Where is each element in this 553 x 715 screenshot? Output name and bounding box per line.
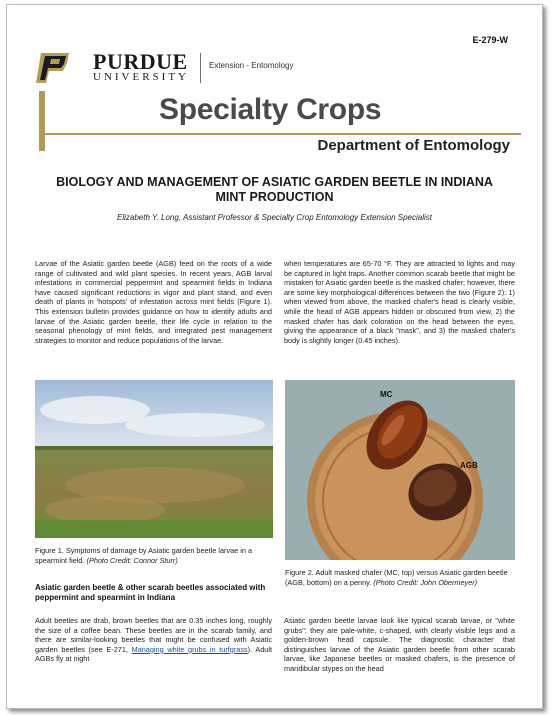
- section-subheading: Asiatic garden beetle & other scarab beetles associated with peppermint and spearmint in Indiana: [35, 583, 266, 602]
- title-rule: [39, 133, 521, 135]
- larvae-paragraph: Asiatic garden beetle larvae look like typical scarab larvae, or "white grubs"; they are pale-white, c-shaped, with clearly visible legs and a golden-brown head capsule. The diagnostic character that distinguishes larvae of the Asiatic garden beetle from other scarab larvae, like Japanese beetles or masked chafers, is the presence of mandibular stypes on the head: [284, 616, 515, 673]
- grubs-turfgrass-link[interactable]: Managing white grubs in turfgrass: [131, 644, 248, 654]
- author-line: Elizabeth Y. Long, Assistant Professor & Specialty Crop Entomology Extension Specialist: [117, 213, 432, 222]
- adult-paragraph-text: Adult beetles are drab, brown beetles that are 0.35 inches long, roughly the size of a coffee bean. These beetles are in the scarab family, and there are similar-looking beetles that might be confused with Asiatic garden beetles (see E-271,: [35, 616, 272, 654]
- figure1-caption: [35, 546, 273, 565]
- title-accent-bar: [39, 91, 45, 151]
- figure2-beetles-photo: [285, 380, 515, 560]
- figure1-caption-text: Figure 1. Symptoms of damage by Asiatic garden beetle larvae in a spearmint field.: [35, 546, 252, 565]
- series-title: Specialty Crops: [159, 93, 382, 126]
- intro-paragraph: Larvae of the Asiatic garden beetle (AGB) feed on the roots of a wide range of cultivated and wild plant species. In recent years, AGB larval infestations in commercial peppermint and spearmint fields in Indiana have caused significant reductions in vigor and plant stand, and even death of plants in 'hotspots' of infestation across mint fields (Figure 1). This extension bulletin provides guidance on how to identify adults and larvae of the Asiatic garden beetle, their life cycle in relation to the seasonal phenology of mint fields, and integrated pest management strategies to monitor and reduce populations of the larvae.: [35, 259, 272, 345]
- figure2-credit: (Photo Credit: John Obermeyer): [373, 577, 478, 587]
- label-agb: AGB: [460, 461, 478, 470]
- masked-chafer-paragraph: when temperatures are 65-70 °F. They are attracted to lights and may be captured in light traps. Another common scarab beetle that might be mistaken for Asiatic garden beetle is the masked chafer; however, there are some key morphological differences between the two (Figure 2): 1) when viewed from above, the masked chafer's head is clearly visible, while the head of AGB appears hidden or obscured from view, 2) the masked chafer has dark coloration on the head between the eyes, giving the appearance of a black "mask", and 3) the masked chafer's body is slightly longer (0.45 inches).: [284, 259, 515, 345]
- label-mc: MC: [380, 390, 393, 399]
- extension-label: Extension - Entomology: [209, 61, 294, 70]
- logo-wordmark: PURDUE: [93, 49, 188, 74]
- figure2-caption-text: Figure 2. Adult masked chafer (MC, top) versus Asiatic garden beetle (AGB, bottom) on a penny.: [285, 568, 508, 587]
- document-page: [6, 4, 543, 709]
- publication-number: E-279-W: [472, 35, 508, 45]
- department-name: Department of Entomology: [317, 137, 510, 154]
- logo-divider: [200, 53, 201, 83]
- figure2-caption: [285, 568, 515, 587]
- figure1-field-photo: [35, 380, 273, 538]
- adult-paragraph-end: ). Adult AGBs fly at night: [35, 644, 273, 664]
- purdue-p-logo: [35, 49, 73, 87]
- figure1-credit: (Photo Credit: Connor Sturr): [86, 555, 178, 565]
- adult-paragraph: [35, 616, 272, 664]
- logo-university: UNIVERSITY: [93, 71, 189, 83]
- article-heading: BIOLOGY AND MANAGEMENT OF ASIATIC GARDEN BEETLE IN INDIANA MINT PRODUCTION: [56, 175, 493, 204]
